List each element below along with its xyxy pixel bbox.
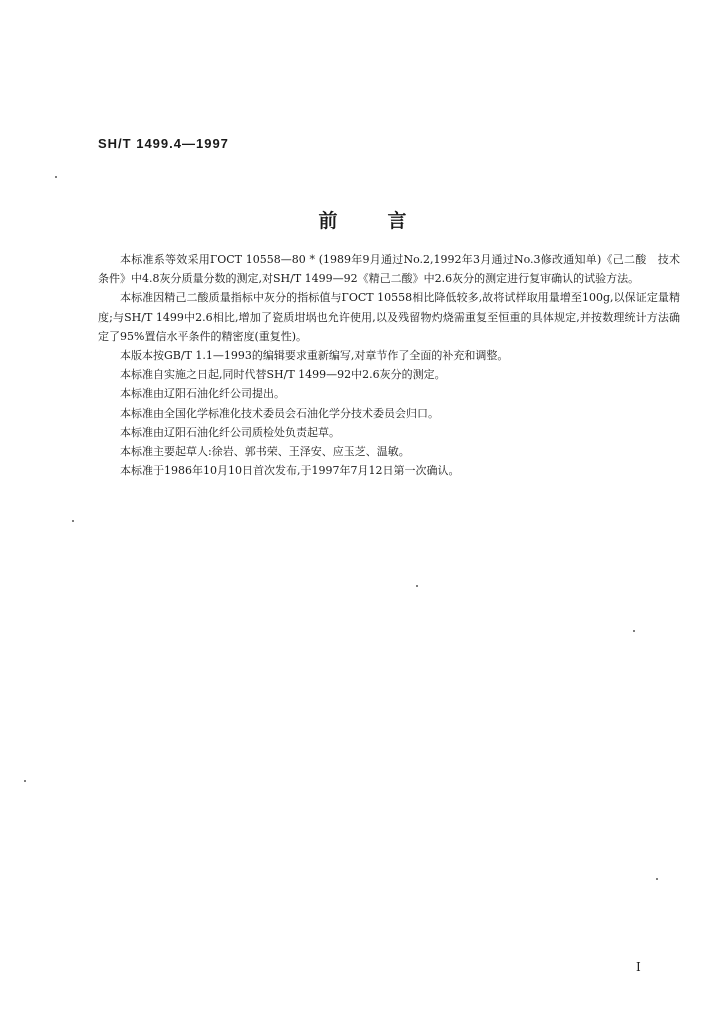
document-code: SH/T 1499.4—1997 bbox=[98, 136, 229, 151]
foreword-body bbox=[98, 250, 680, 480]
paragraph-proposer: 本标准由辽阳石油化纤公司提出。 bbox=[120, 387, 285, 401]
paragraph-equivalence: 本标准系等效采用ГОСТ 10558—80 * (1989年9月通过No.2,1992年3月通过No.3修改通知单)《己二酸 技术条件》中4.8灰分质量分数的测定,对SH/T 1499—92《精己二酸》中2.6灰分的测定进行复审确认的试验方法。 bbox=[98, 253, 680, 286]
paragraph-drafting-unit: 本标准由辽阳石油化纤公司质检处负责起草。 bbox=[120, 425, 340, 439]
scan-speck bbox=[633, 630, 635, 632]
paragraph-edition: 本版本按GB/T 1.1—1993的编辑要求重新编写,对章节作了全面的补充和调整。 bbox=[120, 349, 509, 363]
scan-speck bbox=[55, 176, 57, 178]
paragraph-replacement: 本标准自实施之日起,同时代替SH/T 1499—92中2.6灰分的测定。 bbox=[120, 368, 446, 382]
scan-speck bbox=[72, 520, 74, 522]
paragraph-drafters: 本标准主要起草人:徐岩、郭书荣、王泽安、应玉芝、温敏。 bbox=[120, 445, 410, 459]
paragraph-committee: 本标准由全国化学标准化技术委员会石油化学分技术委员会归口。 bbox=[120, 406, 439, 420]
scan-speck bbox=[656, 878, 658, 880]
paragraph-sample-changes: 本标准因精己二酸质量指标中灰分的指标值与ГОСТ 10558相比降低较多,故将试样取用量增至100g,以保证定量精度;与SH/T 1499中2.6相比,增加了瓷质坩埚也允许使用,以及残留物灼烧需重复至恒重的具体规定,并按数理统计方法确定了95%置信水平条件的精密度(重复性)。 bbox=[98, 291, 680, 343]
page-title: 前言 bbox=[318, 210, 457, 232]
scan-speck bbox=[24, 780, 26, 782]
scan-speck bbox=[416, 585, 418, 587]
page-number: I bbox=[636, 960, 641, 974]
paragraph-history: 本标准于1986年10月10日首次发布,于1997年7月12日第一次确认。 bbox=[120, 464, 460, 478]
